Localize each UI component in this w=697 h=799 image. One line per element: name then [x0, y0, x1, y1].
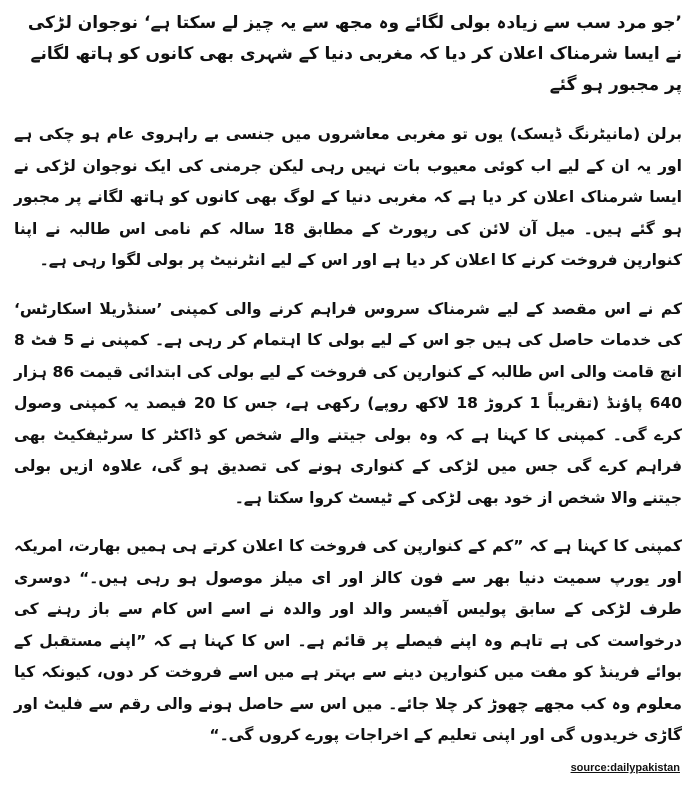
- article-headline: ’جو مرد سب سے زیادہ بولی لگائے وہ مجھ سے یہ چیز لے سکتا ہے‘ نوجوان لڑکی نے ایسا شرمناک اعلان کر دیا کہ مغربی دنیا کے شہری بھی کانوں کو ہاتھ لگانے پر مجبور ہو گئے: [27, 13, 682, 95]
- article-paragraph-2: کم نے اس مقصد کے لیے شرمناک سروس فراہم کرنے والی کمپنی ’سنڈریلا اسکارٹس‘ کی خدمات حاصل کی ہیں جو اس کے لیے بولی کا اہتمام کر رہی ہے۔ کمپنی نے 5 فٹ 8 انچ قامت والی اس طالبہ کے کنوارپن کی فروخت کے لیے بولی کی ابتدائی قیمت 86 ہزار 640 پاؤنڈ (تقریباً 1 کروڑ 18 لاکھ روپے) رکھی ہے، جس کا 20 فیصد یہ کمپنی وصول کرے گی۔ کمپنی کا کہنا ہے کہ وہ بولی جیتنے والے شخص کو ڈاکٹر کا سرٹیفکیٹ بھی فراہم کرے گی جس میں لڑکی کے کنواری ہونے کی تصدیق ہو گی، علاوہ ازیں بولی جیتنے والا شخص از خود بھی لڑکی کے ٹیسٹ کروا سکتا ہے۔: [14, 299, 683, 507]
- article-paragraph-3: کمپنی کا کہنا ہے کہ ”کم کے کنوارپن کی فروخت کا اعلان کرتے ہی ہمیں بھارت، امریکہ اور یورپ سمیت دنیا بھر سے فون کالز اور ای میلز موصول ہو رہی ہیں۔“ دوسری طرف لڑکی کے سابق پولیس آفیسر والد اور والدہ نے اسے اس کام سے باز رہنے کی درخواست کی ہے تاہم وہ اپنے فیصلے پر قائم ہے۔ اس کا کہنا ہے کہ ”اپنے مستقبل کے بوائے فرینڈ کو مفت میں کنوارپن دینے سے بہتر ہے میں اسے فروخت کر دوں، کیونکہ کیا معلوم وہ کب مجھے چھوڑ کر چلا جائے۔ میں اس سے حاصل ہونے والی رقم سے فلیٹ اور گاڑی خریدوں گی اور اپنی تعلیم کے اخراجات پورے کروں گی۔“: [14, 537, 682, 744]
- article-paragraph-1: برلن (مانیٹرنگ ڈیسک) یوں تو مغربی معاشروں میں جنسی بے راہروی عام ہو چکی ہے اور یہ ان کے لیے اب کوئی معیوب بات نہیں رہی لیکن جرمنی کی ایک نوجوان لڑکی نے ایسا شرمناک اعلان کر دیا ہے کہ مغربی دنیا کے لوگ بھی کانوں کو ہاتھ لگانے پر مجبور ہو گئے ہیں۔ میل آن لائن کی رپورٹ کے مطابق 18 سالہ کم نامی اس طالبہ نے اپنا کنوارپن فروخت کرنے کا اعلان کر دیا ہے اور اس کے لیے انٹرنیٹ پر بولی لگوا رہی ہے۔: [14, 125, 683, 269]
- news-article: [14, 8, 682, 769]
- source-link[interactable]: source:dailypakistan: [570, 762, 680, 774]
